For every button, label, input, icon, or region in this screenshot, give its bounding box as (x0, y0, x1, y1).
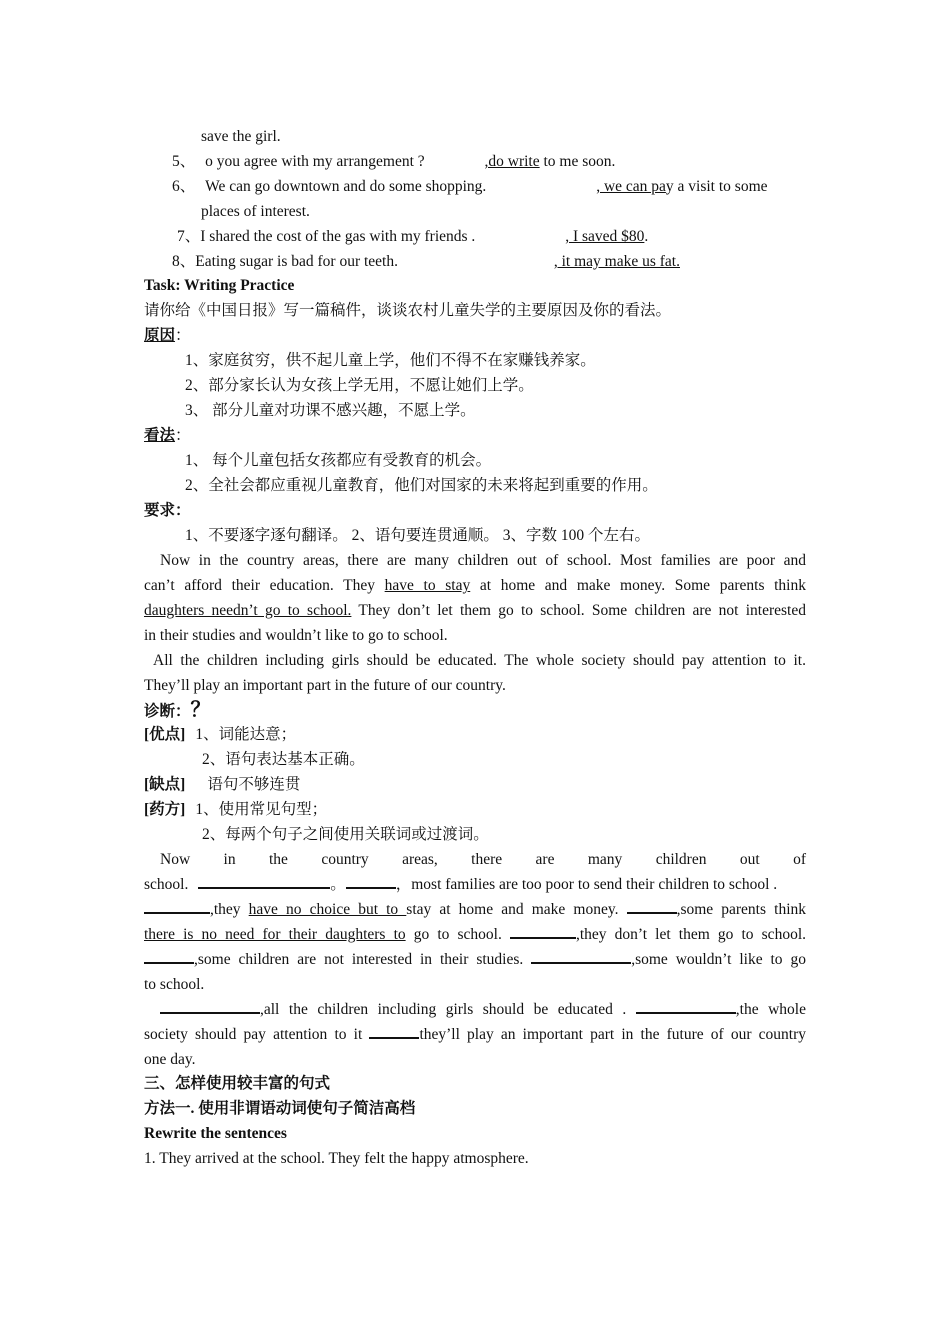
improved-line-6: to school. (144, 976, 205, 993)
essay-line-3: daughters needn’t go to school. They don’t let them go to school. Some children are not interested (144, 602, 806, 619)
improved-line-8: society should pay attention to it they’ll play an important part in the future of our country (144, 1026, 806, 1043)
method-1-title: 方法一. 使用非谓语动词使句子简洁高档 (144, 1100, 416, 1117)
rewrite-heading: Rewrite the sentences (144, 1125, 287, 1142)
sentence-8-blank: , it may make us fat. (553, 253, 680, 270)
sentence-5 (172, 149, 615, 174)
sentence-5-text: o you agree with my arrangement ? (205, 153, 425, 170)
pros-line-1: [优点] 1、词能达意； (144, 726, 297, 743)
essay-line-1: Now in the country areas, there are many children out of school. Most families are poor and (160, 552, 806, 569)
improved-line-2: school. 。 ，most families are too poor to send their children to school . (144, 876, 778, 893)
essay-line-6: They’ll play an important part in the future of our country. (144, 677, 506, 694)
sentence-6-number: 6、 (172, 178, 196, 195)
improved-line-9: one day. (144, 1051, 196, 1068)
sentence-7-after: . (644, 228, 649, 245)
improved-line-1: Now in the country areas, there are many children out of (160, 851, 806, 868)
blank-6 (144, 949, 194, 964)
sentence-6 (172, 174, 768, 199)
sentence-7-text: 7、I shared the cost of the gas with my friends . (177, 228, 476, 245)
sentence-6-after: y a visit to some (665, 178, 768, 195)
essay-line-5: All the children including girls should be educated. The whole society should pay attention to it. (153, 652, 806, 669)
task-title: Task: Writing Practice (144, 277, 295, 294)
improved-line-5: ,some children are not interested in their studies. ,some wouldn’t like to go (144, 947, 806, 972)
sentence-5-after: to me soon. (539, 153, 616, 170)
blank-7 (531, 949, 631, 964)
blank-10 (369, 1024, 419, 1039)
blank-4 (627, 899, 677, 914)
view-1: 1、 每个儿童包括女孩都应有受教育的机会。 (185, 452, 492, 469)
essay-line-4: in their studies and wouldn’t like to go to school. (144, 627, 448, 644)
reason-1: 1、家庭贫穷，供不起儿童上学，他们不得不在家赚钱养家。 (185, 352, 596, 369)
improved-line-7: ,all the children including girls should be educated . ,the whole (160, 997, 806, 1022)
blank-8 (160, 999, 260, 1014)
pros-line-2: 2、语句表达基本正确。 (202, 751, 365, 768)
reasons-heading: 原因： (144, 327, 191, 344)
views-heading: 看法： (144, 427, 191, 444)
remedy-line-2: 2、每两个句子之间使用关联词或过渡词。 (202, 826, 489, 843)
sentence-6-continuation: places of interest. (201, 203, 310, 220)
blank-3 (144, 899, 210, 914)
sentence-7-blank: , I saved $80 (565, 228, 645, 245)
sentence-7 (177, 224, 648, 249)
sentence-8-text: 8、Eating sugar is bad for our teeth. (172, 253, 398, 270)
reason-3: 3、 部分儿童对功课不感兴趣，不愿上学。 (185, 402, 476, 419)
remedy-line-1: [药方] 1、使用常见句型； (144, 801, 328, 818)
requirements-text: 1、不要逐字逐句翻译。 2、语句要连贯通顺。 3、字数 100 个左右。 (185, 527, 651, 544)
sentence-6-text: We can go downtown and do some shopping. (205, 178, 487, 195)
view-2: 2、全社会都应重视儿童教育，他们对国家的未来将起到重要的作用。 (185, 477, 658, 494)
improved-line-4: there is no need for their daughters to go to school. ,they don’t let them go to school. (144, 926, 806, 943)
blank-5 (510, 924, 576, 939)
requirements-heading: 要求： (144, 502, 191, 519)
blank-1 (198, 874, 330, 889)
blank-9 (636, 999, 736, 1014)
task-prompt: 请你给《中国日报》写一篇稿件，谈谈农村儿童失学的主要原因及你的看法。 (144, 302, 672, 319)
reason-2: 2、部分家长认为女孩上学无用，不愿让她们上学。 (185, 377, 534, 394)
sentence-8 (172, 249, 734, 274)
improved-line-3: ,they have no choice but to stay at home and make money. ,some parents think (144, 897, 806, 922)
cons-line: [缺点] 语句不够连贯 (144, 776, 301, 793)
blank-2 (346, 874, 396, 889)
section-3-title: 三、怎样使用较丰富的句式 (144, 1075, 331, 1092)
diagnosis-heading: 诊断：？ (144, 699, 211, 721)
sentence-5-number: 5、 (172, 153, 196, 170)
rewrite-sentence-1: 1. They arrived at the school. They felt the happy atmosphere. (144, 1150, 529, 1167)
sentence-5-blank: ,do write (484, 153, 540, 170)
essay-line-2: can’t afford their education. They have to stay at home and make money. Some parents think (144, 577, 806, 594)
exercise-continuation: save the girl. (201, 128, 281, 145)
sentence-6-blank: , we can pa (596, 178, 666, 195)
question-mark: ？ (190, 699, 211, 721)
